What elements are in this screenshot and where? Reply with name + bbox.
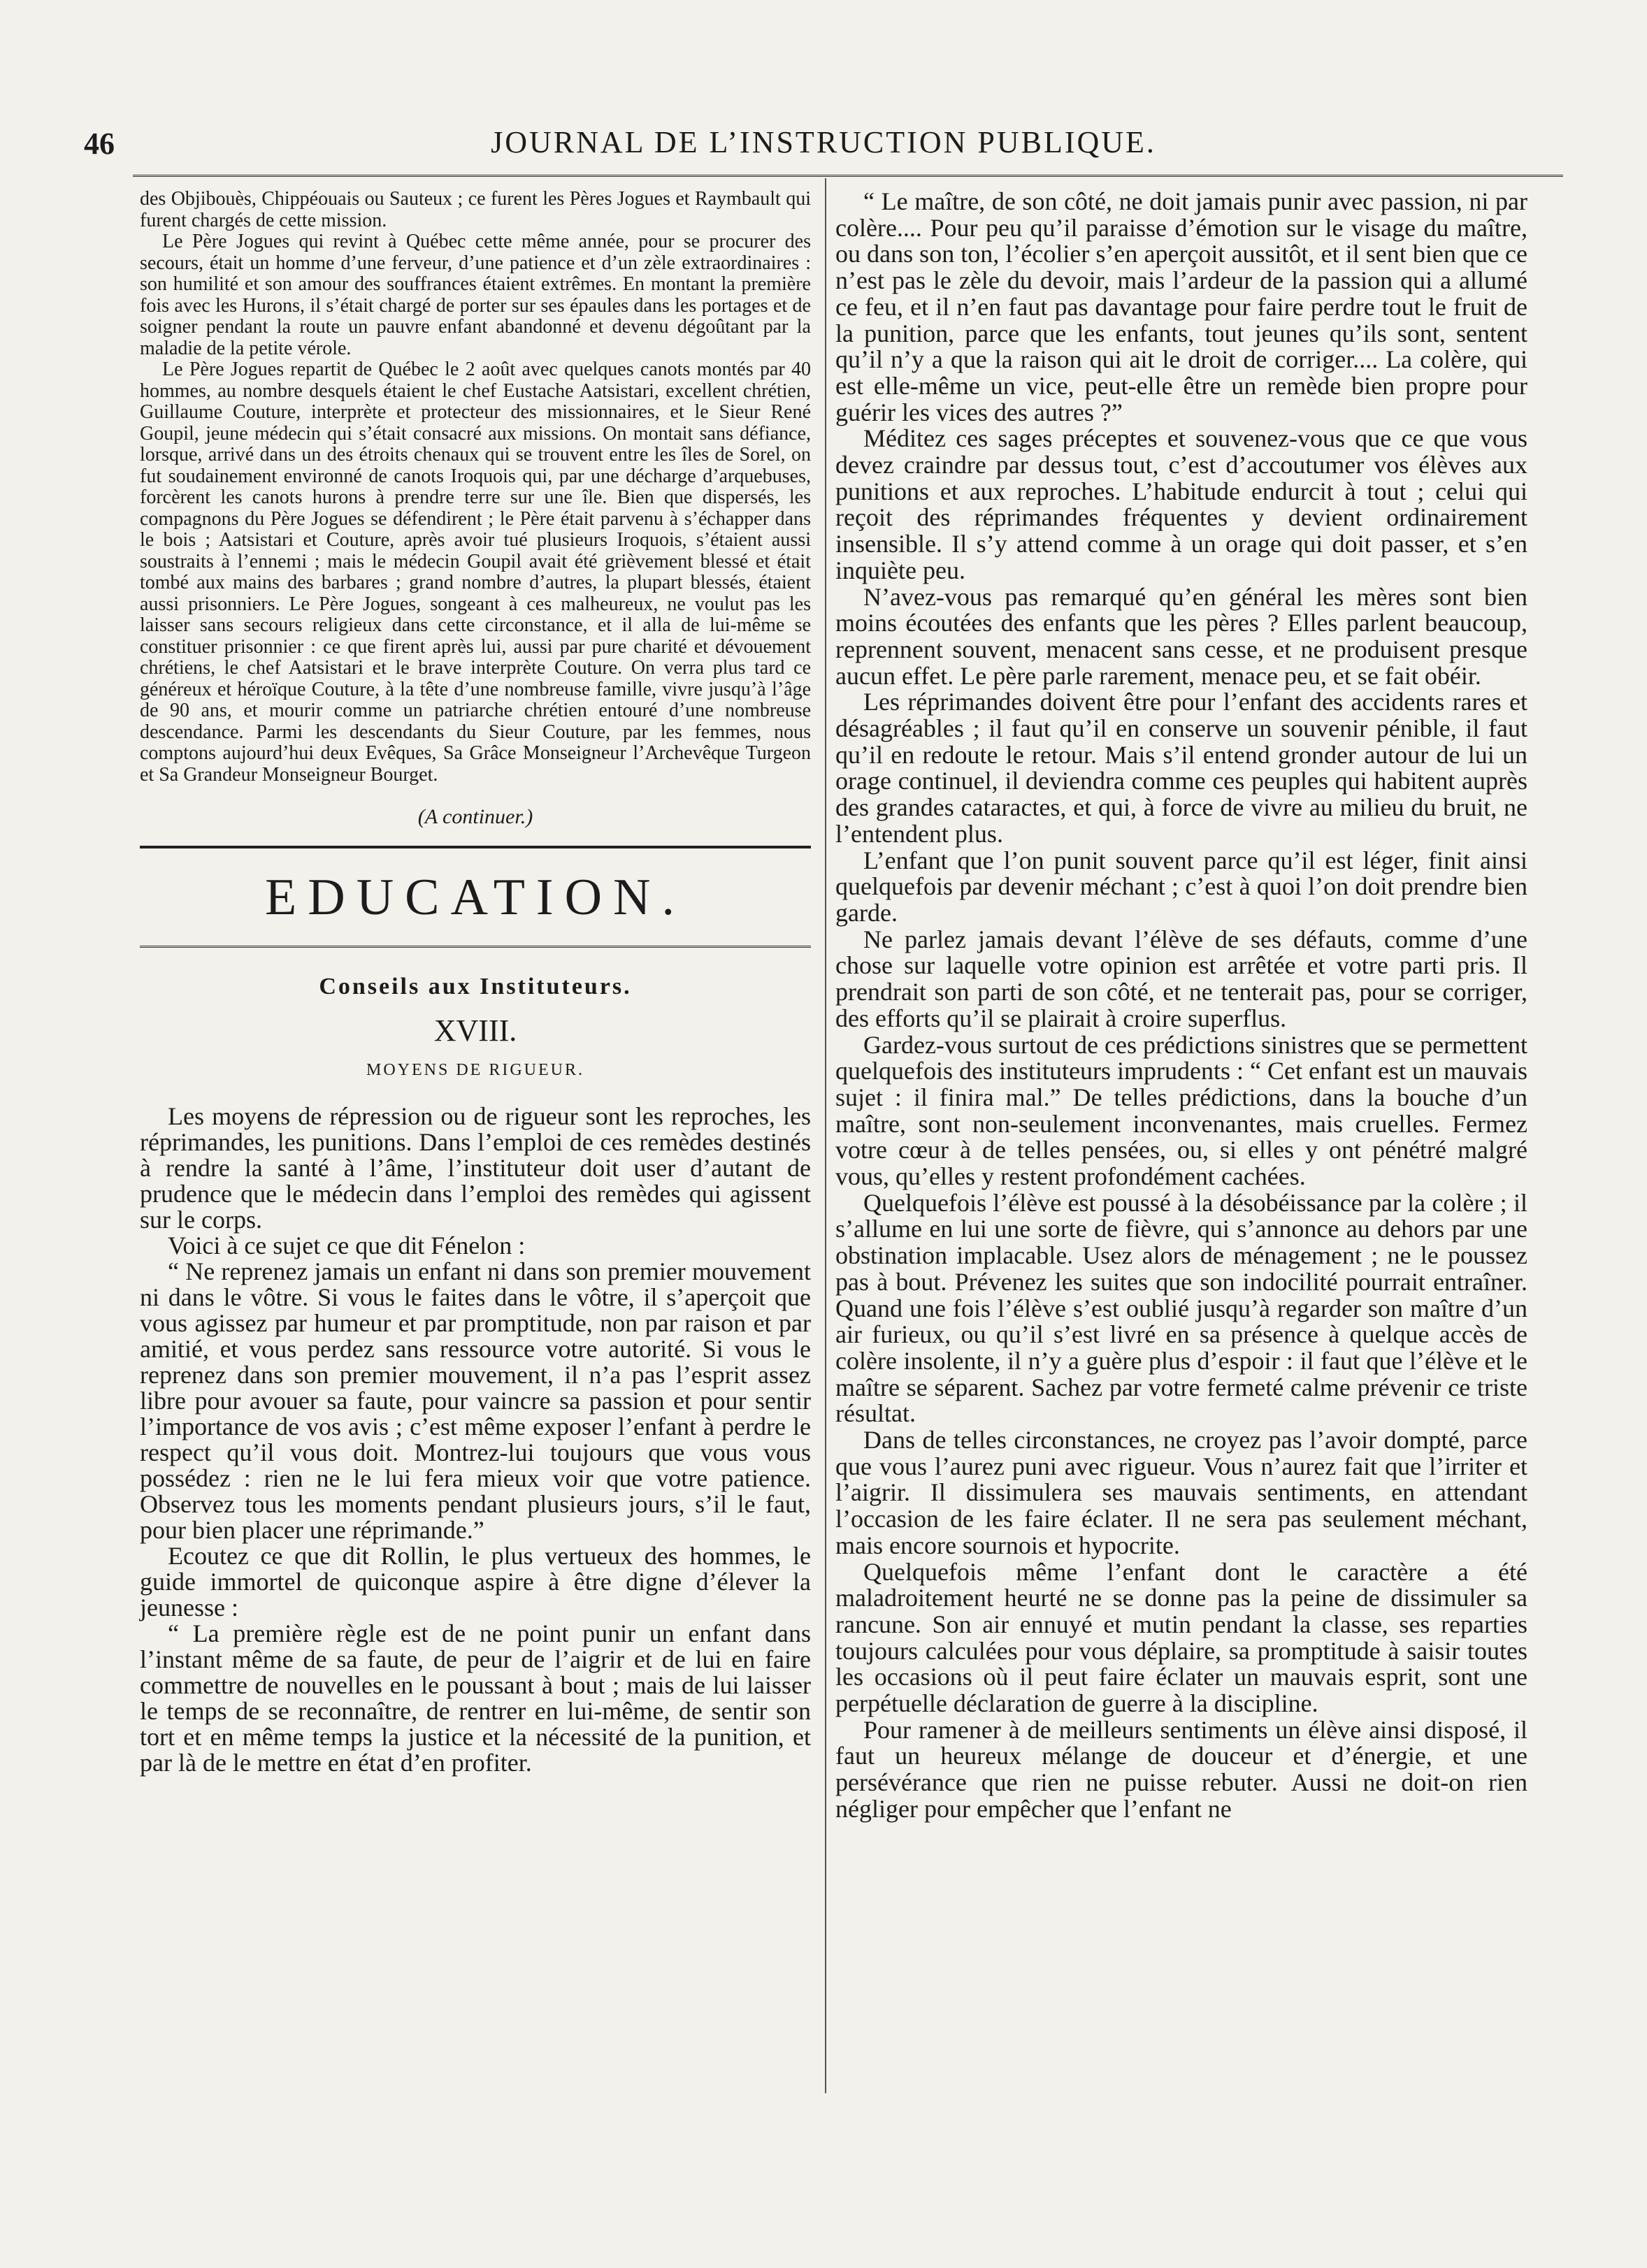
right-paragraph: Quelquefois l’élève est poussé à la désobéissance par la colère ; il s’allume en lui une sorte de fièvre, qui s’annonce au dehors par une obstination implacable. Usez alors de ménagement ; ne le poussez pas à bout. Prévenez les suites que son indocilité pourrait entraîner. Quand une fois l’élève s’est oublié jusqu’à regarder son maître d’un air furieux, ou qu’il s’est livré en sa présence à quelque accès de colère insolente, il n’y a guère plus d’espoir : il faut que l’élève et le maître se séparent. Sachez par votre fermeté calme prévenir ce triste résultat. xyxy=(835,1188,1527,1428)
section-title: EDUCATION. xyxy=(265,869,686,926)
right-paragraph: L’enfant que l’on punit souvent parce qu’il est léger, finit ainsi quelquefois par devenir méchant ; c’est à quoi l’on doit prendre bien garde. xyxy=(835,846,1527,927)
header-rule xyxy=(133,175,1563,180)
section-rule xyxy=(140,846,811,848)
article-heading: MOYENS DE RIGUEUR. xyxy=(366,1061,584,1079)
right-paragraph: Gardez-vous surtout de ces prédictions sinistres que se permettent quelquefois des instituteurs imprudents : “ Cet enfant est un mauvais sujet : il finira mal.” De telles prédictions, dans la bouche d’un maître, sont non-seulement inconvenantes, mais cruelles. Fermez votre cœur à de telles pensées, ou, si elles y ont pénétré malgré vous, qu’elles y restent profondément cachées. xyxy=(835,1030,1527,1191)
page-number: 46 xyxy=(84,127,115,161)
section-rule-double xyxy=(140,946,811,951)
history-article xyxy=(140,189,811,786)
right-paragraph: Quelquefois même l’enfant dont le caractère a été maladroitement heurté ne se donne pas la peine de dissimuler sa rancune. Son air ennuyé et mutin pendant la classe, ses reparties toujours calculées pour vous déplaire, sa promptitude à saisir toutes les occasions où il peut faire éclater un mauvais esprit, sont une perpétuelle déclaration de guerre à la discipline. xyxy=(835,1557,1527,1718)
education-article xyxy=(140,1104,811,1776)
journal-title: JOURNAL DE L’INSTRUCTION PUBLIQUE. xyxy=(491,125,1156,159)
education-paragraph: Ecoutez ce que dit Rollin, le plus vertueux des hommes, le guide immortel de quiconque aspire à être digne d’élever la jeunesse : xyxy=(140,1542,811,1621)
history-paragraph: des Objibouès, Chippéouais ou Sauteux ; ce furent les Pères Jogues et Raymbault qui furent chargés de cette mission. xyxy=(140,188,811,231)
left-column xyxy=(140,189,811,1776)
education-paragraph: “ La première règle est de ne point punir un enfant dans l’instant même de sa faute, de peur de l’aigrir et de lui en faire commettre de nouvelles en le poussant à bout ; mais de lui laisser le temps de se reconnaître, de rentrer en lui-même, de sentir son tort et en même temps la justice et la nécessité de la punition, et par là de le mettre en état d’en profiter. xyxy=(140,1619,811,1777)
education-paragraph: Voici à ce sujet ce que dit Fénelon : xyxy=(168,1231,526,1259)
column-divider xyxy=(825,178,826,2093)
article-number: XVIII. xyxy=(433,1013,517,1048)
right-paragraph: Méditez ces sages préceptes et souvenez-vous que ce que vous devez craindre par dessus tout, c’est d’accoutumer vos élèves aux punitions et aux reproches. L’habitude endurcit à tout ; celui qui reçoit des réprimandes fréquentes y devient ordinairement insensible. Il s’y attend comme à un orage qui doit passer, et s’en inquiète peu. xyxy=(835,424,1527,584)
page-header xyxy=(84,112,1563,168)
to-be-continued: (A continuer.) xyxy=(417,805,533,828)
history-paragraph: Le Père Jogues repartit de Québec le 2 août avec quelques canots montés par 40 hommes, au nombre desquels étaient le chef Eustache Aatsistari, excellent chrétien, Guillaume Couture, interprète et protecteur des missionnaires, et le Sieur René Goupil, jeune médecin qui s’était consacré aux missions. On montait sans défiance, lorsque, arrivé dans un des étroits chenaux qui se trouvent entre les îles de Sorel, on fut soudainement environné de canots Iroquois qui, par une décharge d’arquebuses, forcèrent les canots hurons à prendre terre sur une île. Bien que dispersés, les compagnons du Père Jogues se défendirent ; le Père était parvenu à s’échapper dans le bois ; Aatsistari et Couture, après avoir tué plusieurs Iroquois, s’étaient aussi soustraits à l’ennemi ; mais le médecin Goupil avait été grièvement blessé et était tombé aux mains des barbares ; grand nombre d’autres, la plupart blessés, étaient aussi prisonniers. Le Père Jogues, songeant à ces malheureux, ne voulut pas les laisser sans secours religieux dans cette circonstance, et il alla de lui-même se constituer prisonnier : ce que firent après lui, aussi par pure charité et dévouement chrétiens, le chef Aatsistari et le brave interprète Couture. On verra plus tard ce généreux et héroïque Couture, à la tête d’une nombreuse famille, vivre jusqu’à l’âge de 90 ans, et mourir comme un patriarche chrétien entouré d’une nombreuse descendance. Parmi les descendants du Sieur Couture, par les femmes, nous comptons aujourd’hui deux Evêques, Sa Grâce Monseigneur l’Archevêque Turgeon et Sa Grandeur Monseigneur Bourget. xyxy=(140,359,811,786)
right-paragraph: Pour ramener à de meilleurs sentiments un élève ainsi disposé, il faut un heureux mélange de douceur et d’énergie, et une persévérance que rien ne puisse rebuter. Aussi ne doit-on rien négliger pour empêcher que l’enfant ne xyxy=(835,1715,1527,1823)
right-paragraph: Dans de telles circonstances, ne croyez pas l’avoir dompté, parce que vous l’aurez puni avec rigueur. Vous n’aurez fait que l’irriter et l’aigrir. Il dissimulera ses mauvais sentiments, en attendant l’occasion de les faire éclater. Il ne sera pas seulement méchant, mais encore sournois et hypocrite. xyxy=(835,1426,1527,1559)
history-paragraph: Le Père Jogues qui revint à Québec cette même année, pour se procurer des secours, était un homme d’une ferveur, d’une patience et d’un zèle extraordinaires : son humilité et son amour des souffrances étaient extrêmes. En montant la première fois avec les Hurons, il s’était chargé de porter sur ses épaules dans les portages et de soigner pendant la route un pauvre enfant abandonné et devenu dégoûtant par la maladie de la petite vérole. xyxy=(140,231,811,359)
article-subtitle: Conseils aux Instituteurs. xyxy=(319,974,632,999)
right-paragraph: Les réprimandes doivent être pour l’enfant des accidents rares et désagréables ; il faut qu’il en conserve un souvenir pénible, il faut qu’il en redoute le retour. Mais s’il entend gronder autour de lui un orage continuel, il deviendra comme ces peuples qui habitent auprès des grandes cataractes, et qui, à force de vivre au milieu du bruit, ne l’entendent plus. xyxy=(835,688,1527,848)
education-paragraph: “ Ne reprenez jamais un enfant ni dans son premier mouvement ni dans le vôtre. Si vous le faites dans le vôtre, il s’aperçoit que vous agissez par humeur et par promptitude, non par raison et par amitié, et vous perdez sans ressource votre autorité. Si vous le reprenez dans son premier mouvement, il n’a pas l’esprit assez libre pour avouer sa faute, pour vaincre sa passion et pour sentir l’importance de vos avis ; c’est même exposer l’enfant à perdre le respect qu’il vous doit. Montrez-lui toujours que vous vous possédez : rien ne le lui fera mieux voir que votre patience. Observez tous les moments pendant plusieurs jours, s’il le faut, pour bien placer une réprimande.” xyxy=(140,1257,811,1544)
education-paragraph: Les moyens de répression ou de rigueur sont les reproches, les réprimandes, les punitions. Dans l’emploi de ces remèdes destinés à rendre la santé à l’âme, l’instituteur doit user d’autant de prudence que le médecin dans l’emploi des remèdes qui agissent sur le corps. xyxy=(140,1102,811,1234)
right-paragraph: N’avez-vous pas remarqué qu’en général les mères sont bien moins écoutées des enfants que les pères ? Elles parlent beaucoup, reprennent souvent, menacent sans cesse, et ne produisent presque aucun effet. Le père parle rarement, menace peu, et se fait obéir. xyxy=(835,582,1527,690)
right-column xyxy=(835,189,1527,1823)
right-paragraph: Ne parlez jamais devant l’élève de ses défauts, comme d’une chose sur laquelle votre opinion est arrêtée et votre parti pris. Il prendrait son parti de son côté, et ne tenterait pas, pour se corriger, des efforts qu’il se plairait à croire superflus. xyxy=(835,925,1527,1032)
right-paragraph: “ Le maître, de son côté, ne doit jamais punir avec passion, ni par colère.... Pour peu qu’il paraisse d’émotion sur le visage du maître, ou dans son ton, l’écolier s’en aperçoit aussitôt, et il sent bien que ce n’est pas le zèle du devoir, mais l’ardeur de la passion qui a allumé ce feu, et il n’en faut pas davantage pour faire perdre tout le fruit de la punition, parce que les enfants, tout jeunes qu’ils sont, sentent qu’il n’y a que la raison qui ait le droit de corriger.... La colère, qui est elle-même un vice, peut-elle être un remède bien propre pour guérir les vices des autres ?” xyxy=(835,187,1527,426)
